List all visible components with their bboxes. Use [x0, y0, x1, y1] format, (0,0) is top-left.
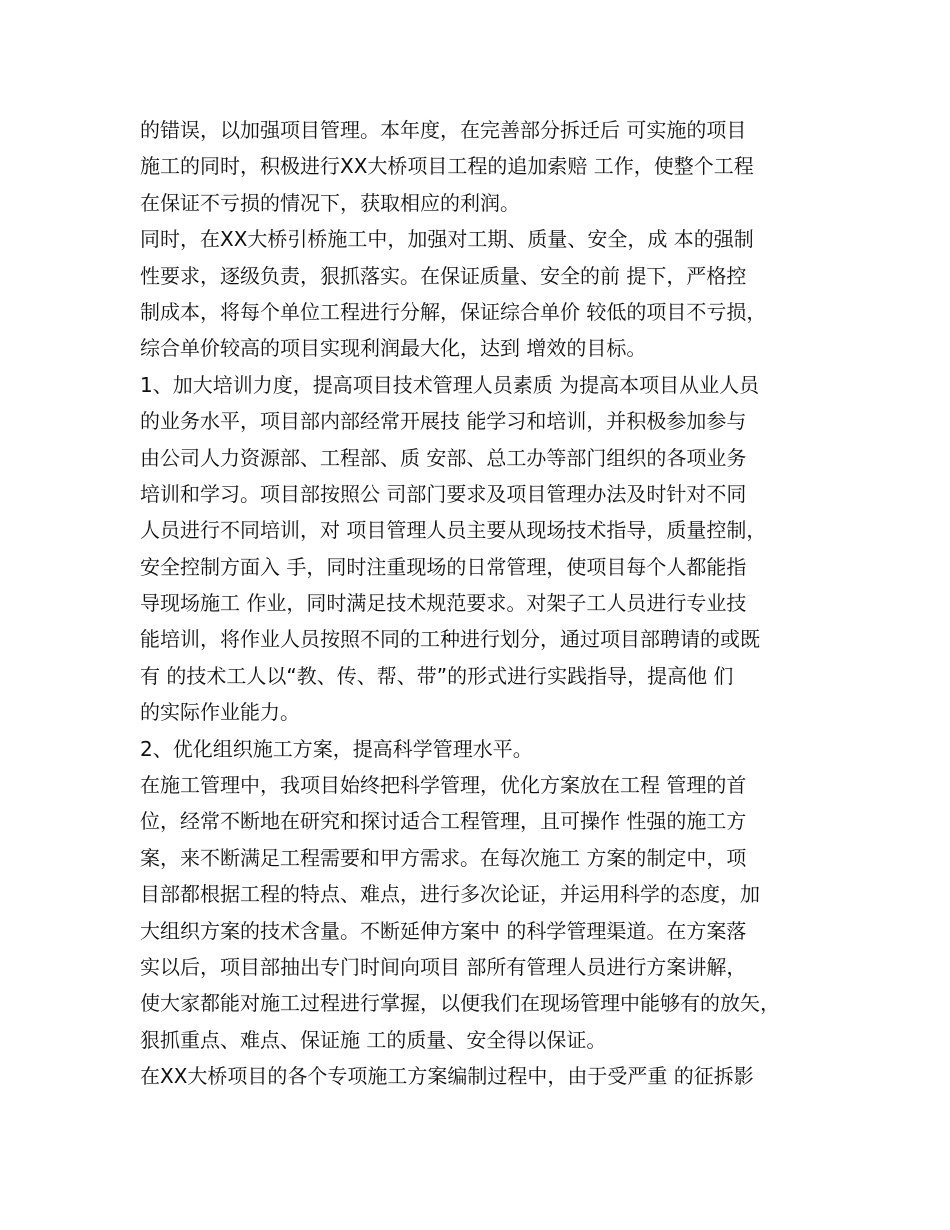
text-line: 实以后，项目部抽出专门时间向项目 部所有管理人员进行方案讲解， — [140, 954, 747, 979]
text-line: 在XX大桥项目的各个专项施工方案编制过程中，由于受严重 的征拆影 — [140, 1064, 754, 1089]
text-line: 导现场施工 作业，同时满足技术规范要求。对架子工人员进行专业技 — [140, 591, 747, 616]
document-body — [140, 112, 830, 1095]
text-line: 由公司人力资源部、工程部、质 安部、总工办等部门组织的各项业务 — [140, 445, 747, 470]
text-line: 使大家都能对施工过程进行掌握，以便我们在现场管理中能够有的放矢， — [140, 991, 780, 1016]
text-line: 施工的同时，积极进行XX大桥项目工程的追加索赔 工作，使整个工程 — [140, 154, 754, 179]
text-line: 目部都根据工程的特点、难点，进行多次论证，并运用科学的态度，加 — [140, 882, 760, 907]
text-line: 安全控制方面入 手，同时注重现场的日常管理，使项目每个人都能指 — [140, 554, 747, 579]
text-line: 在施工管理中，我项目始终把科学管理，优化方案放在工程 管理的首 — [140, 773, 747, 798]
text-line: 培训和学习。项目部按照公 司部门要求及项目管理办法及时针对不同 — [140, 481, 747, 506]
text-line: 制成本，将每个单位工程进行分解，保证综合单价 较低的项目不亏损， — [140, 299, 767, 324]
text-line: 能培训，将作业人员按照不同的工种进行划分，通过项目部聘请的或既 — [140, 627, 760, 652]
text-line: 综合单价较高的项目实现利润最大化，达到 增效的目标。 — [140, 336, 647, 361]
text-line: 有 的技术工人以“教、传、帮、带”的形式进行实践指导，提高他 们 — [140, 663, 734, 688]
text-line: 的错误，以加强项目管理。本年度，在完善部分拆迁后 可实施的项目 — [140, 118, 747, 142]
text-line: 人员进行不同培训，对 项目管理人员主要从现场技术指导，质量控制， — [140, 518, 767, 543]
text-line: 同时，在XX大桥引桥施工中，加强对工期、质量、安全，成 本的强制 — [140, 227, 754, 252]
text-line: 1、加大培训力度，提高项目技术管理人员素质 为提高本项目从业人员 — [140, 372, 760, 397]
text-line: 案，来不断满足工程需要和甲方需求。在每次施工 方案的制定中，项 — [140, 845, 747, 870]
text-line: 的实际作业能力。 — [140, 700, 300, 725]
text-line: 大组织方案的技术含量。不断延伸方案中 的科学管理渠道。在方案落 — [140, 918, 747, 943]
text-line: 在保证不亏损的情况下，获取相应的利润。 — [140, 190, 520, 215]
text-line: 的业务水平，项目部内部经常开展技 能学习和培训，并积极参加参与 — [140, 409, 747, 434]
text-line: 位，经常不断地在研究和探讨适合工程管理，且可操作 性强的施工方 — [140, 809, 747, 834]
text-line: 2、优化组织施工方案，提高科学管理水平。 — [140, 736, 533, 761]
text-line: 狠抓重点、难点、保证施 工的质量、安全得以保证。 — [140, 1027, 607, 1052]
text-line: 性要求，逐级负责，狠抓落实。在保证质量、安全的前 提下，严格控 — [140, 263, 747, 288]
